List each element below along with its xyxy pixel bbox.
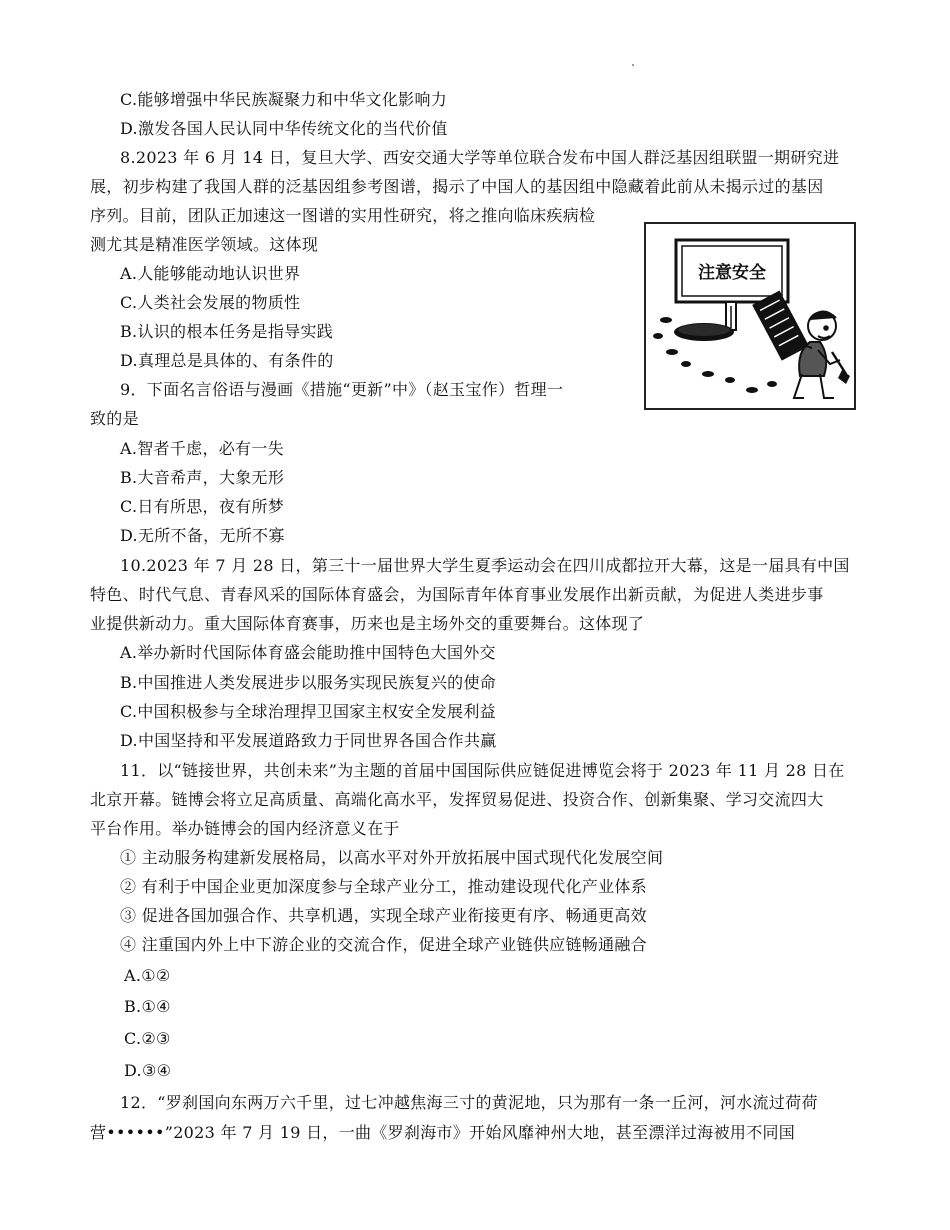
q11-statement-4: ④ 注重国内外上中下游企业的交流合作，促进全球产业链供应链畅通融合	[120, 935, 647, 954]
q10-stem-line-2: 特色、时代气息、青春风采的国际体育盛会，为国际青年体育事业发展作出新贡献，为促进人类进步事	[90, 585, 824, 604]
q10-option-a: A.举办新时代国际体育盛会能助推中国特色大国外交	[120, 643, 496, 662]
q11-option-b: B.①④	[124, 997, 171, 1016]
q11-option-d: D.③④	[124, 1061, 172, 1080]
q8-stem-line-1: 8.2023 年 6 月 14 日，复旦大学、西安交通大学等单位联合发布中国人群泛基因组联盟一期研究进	[120, 148, 840, 167]
q11-stem-line-1: 11．以“链接世界，共创未来”为主题的首届中国国际供应链促进博览会将于 2023 年 11 月 28 日在	[120, 761, 845, 780]
q7-option-d: D.激发各国人民认同中华传统文化的当代价值	[120, 119, 448, 138]
q10-option-b: B.中国推进人类发展进步以服务实现民族复兴的使命	[120, 673, 497, 692]
q11-statement-2: ② 有利于中国企业更加深度参与全球产业分工，推动建设现代化产业体系	[120, 877, 647, 896]
q9-option-b: B.大音希声，大象无形	[120, 468, 285, 487]
q8-stem-line-3: 序列。目前，团队正加速这一图谱的实用性研究，将之推向临床疾病检	[90, 206, 596, 225]
cartoon-drawing	[646, 224, 854, 408]
q11-option-c: C.②③	[124, 1029, 171, 1048]
q10-stem-line-3: 业提供新动力。重大国际体育赛事，历来也是主场外交的重要舞台。这体现了	[90, 614, 645, 633]
q9-stem-line-2: 致的是	[90, 409, 139, 428]
q8-option-d: D.真理总是具体的、有条件的	[120, 351, 334, 370]
shovel-blade	[838, 370, 850, 384]
q11-stem-line-3: 平台作用。举办链博会的国内经济意义在于	[90, 819, 400, 838]
cartoon-illustration	[644, 222, 856, 410]
q11-option-a: A.①②	[124, 966, 171, 985]
q10-option-c: C.中国积极参与全球治理捍卫国家主权安全发展利益	[120, 702, 496, 721]
warning-sign-text: 注意安全	[698, 263, 766, 283]
q11-statement-1: ① 主动服务构建新发展格局，以高水平对外开放拓展中国式现代化发展空间	[120, 848, 664, 867]
q12-stem-line-2: 营••••••”2023 年 7 月 19 日，一曲《罗刹海市》开始风靡神州大地，甚至漂洋过海被用不同国	[90, 1123, 796, 1142]
q10-stem-line-1: 10.2023 年 7 月 28 日，第三十一届世界大学生夏季运动会在四川成都拉开大幕，这是一届具有中国	[120, 556, 850, 575]
manhole-cover	[753, 291, 809, 360]
q8-option-b: B.认识的根本任务是指导实践	[120, 322, 334, 341]
q8-stem-line-4: 测尤其是精准医学领域。这体现	[90, 235, 319, 254]
q9-option-a: A.智者千虑，必有一失	[120, 439, 284, 458]
q11-statement-3: ③ 促进各国加强合作、共享机遇，实现全球产业衔接更有序、畅通更高效	[120, 906, 647, 925]
q10-option-d: D.中国坚持和平发展道路致力于同世界各国合作共赢	[120, 731, 497, 750]
q8-option-c: C.人类社会发展的物质性	[120, 293, 301, 312]
q9-stem-line-1: 9．下面名言俗语与漫画《措施“更新”中》（赵玉宝作）哲理一	[120, 380, 564, 399]
scan-speck	[632, 64, 634, 66]
q7-option-c: C.能够增强中华民族凝聚力和中华文化影响力	[120, 90, 448, 109]
q9-option-c: C.日有所思，夜有所梦	[120, 497, 285, 516]
q9-option-d: D.无所不备，无所不寡	[120, 526, 285, 545]
q8-stem-line-2: 展，初步构建了我国人群的泛基因组参考图谱，揭示了中国人的基因组中隐藏着此前从未揭示过的基因	[90, 177, 824, 196]
q12-stem-line-1: 12．“罗刹国向东两万六千里，过七冲越焦海三寸的黄泥地，只为那有一条一丘河，河水流过荷荷	[120, 1093, 818, 1112]
q11-stem-line-2: 北京开幕。链博会将立足高质量、高端化高水平，发挥贸易促进、投资合作、创新集聚、学习交流四大	[90, 790, 824, 809]
q8-option-a: A.人能够能动地认识世界	[120, 264, 301, 283]
